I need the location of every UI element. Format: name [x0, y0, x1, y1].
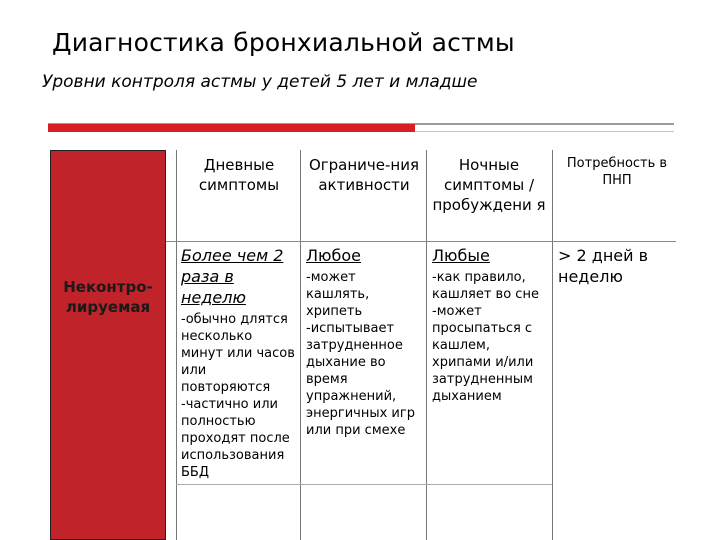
title-accent-bar [48, 124, 415, 132]
cell-body: -как правило, кашляет во сне -может просыпаться с кашлем, хрипами и/или затрудненным дыханием [432, 270, 539, 404]
cell-activity-limitations [306, 245, 420, 439]
row-label [50, 277, 166, 317]
cell-lead: Любые [432, 246, 490, 265]
column-divider [300, 150, 301, 540]
cell-daytime-symptoms [181, 245, 297, 481]
header-activity-limitations: Ограниче-ния активности [308, 156, 420, 194]
cell-reliever-need [558, 245, 678, 290]
cell-lead: > 2 дней в неделю [558, 246, 649, 286]
row-divider [176, 484, 552, 485]
cell-body: -обычно длятся несколько минут или часов или повторяются -частично или полностью проходят после использования ББД [181, 312, 295, 480]
header-divider [166, 241, 676, 242]
cell-night-symptoms [432, 245, 548, 405]
cell-lead: Любое [306, 246, 361, 265]
row-label-cell [50, 150, 166, 540]
column-divider [176, 150, 177, 540]
column-divider [426, 150, 427, 540]
cell-lead: Более чем 2 раза в неделю [181, 246, 284, 307]
row-label-text: Неконтро-лируемая [63, 278, 153, 316]
page-subtitle: Уровни контроля астмы у детей 5 лет и младше [42, 72, 478, 92]
title-divider-right [415, 124, 674, 125]
column-divider [552, 150, 553, 540]
title-divider-right-lower [415, 131, 674, 132]
page-title: Диагностика бронхиальной астмы [52, 28, 515, 57]
header-daytime-symptoms: Дневные симптомы [198, 156, 280, 194]
cell-body: -может кашлять, хрипеть -испытывает затрудненное дыхание во время упражнений, энергичных игр или при смехе [306, 270, 415, 438]
header-reliever-need: Потребность в ПНП [566, 156, 668, 188]
header-night-symptoms: Ночные симптомы / пробуждени я [432, 156, 546, 214]
